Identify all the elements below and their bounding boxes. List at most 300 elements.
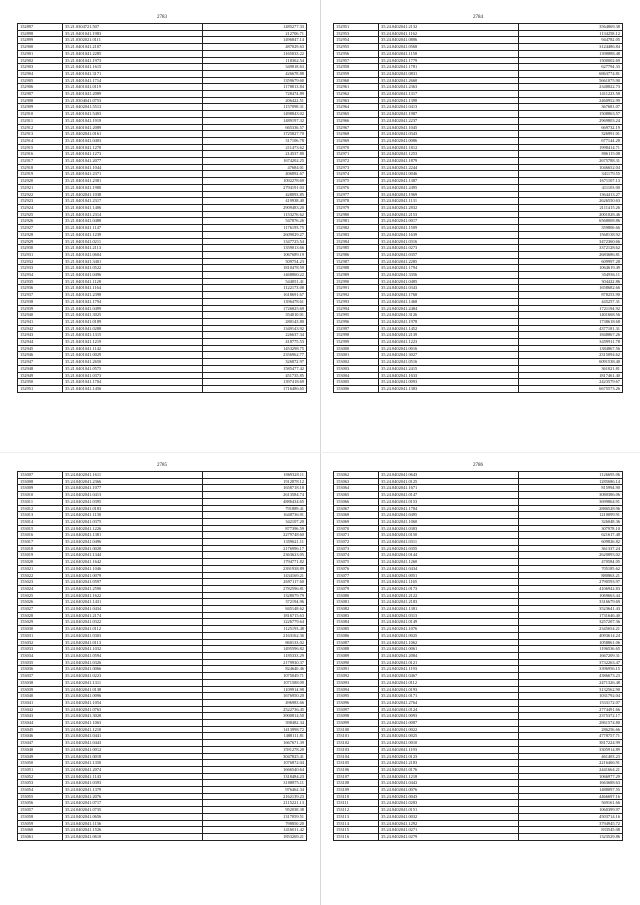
code-cell: 35.24.0402041.1223 (379, 339, 519, 346)
code-cell: 35.24.0402041.0568 (379, 44, 519, 51)
amount-cell: 326048.36 (519, 518, 623, 525)
table-row (334, 720, 623, 727)
code-cell: 35.24.0402041.1317 (379, 91, 519, 98)
table-row (334, 171, 623, 178)
amount-cell: 952038.38 (203, 807, 307, 814)
parcel-id-cell: 153113 (334, 813, 379, 820)
table-row (334, 787, 623, 794)
amount-cell: 487029.63 (203, 44, 307, 51)
table-row (334, 258, 623, 265)
parcel-id-cell: 152973 (334, 164, 379, 171)
amount-cell: 4778757.71 (519, 733, 623, 740)
parcel-id-cell: 153077 (334, 572, 379, 579)
code-cell: 35.24.0402041.0149 (379, 619, 519, 626)
amount-cell: 470584.05 (519, 559, 623, 566)
parcel-id-cell: 152932 (18, 258, 63, 265)
parcel-id-cell: 153049 (18, 753, 63, 760)
parcel-id-cell: 152958 (334, 64, 379, 71)
code-cell: 35.24.0402041.0395 (63, 498, 203, 505)
table-row (18, 780, 307, 787)
amount-cell: 2460952.99 (519, 97, 623, 104)
table-row (334, 231, 623, 238)
code-cell: 35.24.0402041.1768 (379, 292, 519, 299)
parcel-id-cell: 153072 (334, 539, 379, 546)
amount-cell: 2356962.77 (203, 352, 307, 359)
code-cell: 35.24.0402041.0123 (379, 753, 519, 760)
amount-cell: 1058861.06 (519, 639, 623, 646)
parcel-id-cell: 153104 (334, 753, 379, 760)
table-row (18, 686, 307, 693)
parcel-id-cell: 153042 (18, 706, 63, 713)
code-cell: 35.24.0402041.0012 (63, 746, 203, 753)
code-cell: 35.21.0401041.2314 (63, 211, 203, 218)
parcel-id-cell: 152934 (18, 272, 63, 279)
parcel-id-cell: 153078 (334, 579, 379, 586)
parcel-id-cell: 152984 (334, 238, 379, 245)
code-cell: 35.24.0402041.1260 (379, 559, 519, 566)
code-cell: 35.24.0402041.0413 (63, 492, 203, 499)
table-row (18, 800, 307, 807)
table-row (334, 292, 623, 299)
parcel-id-cell: 152953 (334, 30, 379, 37)
code-cell: 35.21.0401041.0029 (63, 352, 203, 359)
table-row (18, 231, 307, 238)
parcel-id-cell: 152909 (18, 104, 63, 111)
table-row (18, 713, 307, 720)
table-row (334, 559, 623, 566)
parcel-id-cell: 153087 (334, 639, 379, 646)
code-cell: 35.24.0402041.1193 (379, 746, 519, 753)
amount-cell: 2216466.91 (519, 760, 623, 767)
parcel-id-cell: 152901 (18, 50, 63, 57)
parcel-id-cell: 152943 (18, 332, 63, 339)
code-cell: 35.21.0401041.1142 (63, 345, 203, 352)
amount-cell: 1618691.67 (203, 292, 307, 299)
code-cell: 35.21.0401041.0488 (63, 218, 203, 225)
code-cell: 35.24.0402041.0316 (379, 238, 519, 245)
table-row (18, 492, 307, 499)
table-row (334, 532, 623, 539)
amount-cell: 1176193.75 (203, 225, 307, 232)
code-cell: 35.21.0401041.1219 (63, 339, 203, 346)
code-cell: 35.24.0402041.3356 (379, 272, 519, 279)
parcel-id-cell: 153033 (18, 646, 63, 653)
table-row (334, 251, 623, 258)
amount-cell: 398482.34 (203, 720, 307, 727)
parcel-id-cell: 153076 (334, 565, 379, 572)
table-row (18, 532, 307, 539)
code-cell: 35.24.0402041.2153 (379, 211, 519, 218)
parcel-id-cell: 152916 (18, 151, 63, 158)
page-number: 2786 (473, 463, 483, 468)
code-cell: 35.24.0402041.0610 (63, 833, 203, 840)
table-row (18, 706, 307, 713)
amount-cell: 1349143.92 (203, 325, 307, 332)
parcel-id-cell: 153004 (334, 372, 379, 379)
parcel-id-cell: 152949 (18, 372, 63, 379)
parcel-id-cell: 152933 (18, 265, 63, 272)
amount-cell: 2697117.60 (203, 579, 307, 586)
table-row (334, 178, 623, 185)
table-row (18, 773, 307, 780)
amount-cell: 1498843.02 (203, 111, 307, 118)
parcel-id-cell: 153064 (334, 485, 379, 492)
code-cell: 35.21.0401041.1794 (63, 298, 203, 305)
table-row (334, 278, 623, 285)
parcel-id-cell: 152941 (18, 318, 63, 325)
amount-cell: 1411223.58 (519, 91, 623, 98)
table-row (334, 472, 623, 479)
amount-cell: 3047825.41 (203, 753, 307, 760)
code-cell: 35.24.0402041.1292 (379, 820, 519, 827)
table-row (18, 565, 307, 572)
parcel-id-cell: 152915 (18, 144, 63, 151)
parcel-id-cell: 152990 (334, 278, 379, 285)
parcel-id-cell: 152946 (18, 352, 63, 359)
table-row (18, 37, 307, 44)
code-cell: 35.24.0402041.2244 (379, 164, 519, 171)
table-row (334, 385, 623, 392)
table-row (18, 171, 307, 178)
parcel-id-cell: 152974 (334, 171, 379, 178)
table-row (18, 592, 307, 599)
table-row (334, 345, 623, 352)
amount-cell: 3132562.90 (519, 686, 623, 693)
amount-cell: 1396478.61 (203, 298, 307, 305)
amount-cell: 1794771.82 (203, 559, 307, 566)
code-cell: 35.24.0402041.2183 (379, 760, 519, 767)
parcel-id-cell: 153038 (18, 679, 63, 686)
parcel-id-cell: 153101 (334, 733, 379, 740)
table-row (18, 184, 307, 191)
amount-cell: 4466697.16 (519, 793, 623, 800)
parcel-id-cell: 153082 (334, 606, 379, 613)
table-row (334, 565, 623, 572)
table-row (18, 352, 307, 359)
table-row (18, 813, 307, 820)
code-cell: 35.24.0402041.0355 (379, 545, 519, 552)
table-row (334, 485, 623, 492)
amount-cell: 824640.46 (203, 666, 307, 673)
code-cell: 35.24.0402041.0093 (379, 713, 519, 720)
table-row (18, 292, 307, 299)
table-row (334, 478, 623, 485)
code-cell: 35.24.0402041.0051 (379, 572, 519, 579)
parcel-id-cell: 153106 (334, 766, 379, 773)
amount-cell: 326872.97 (203, 359, 307, 366)
code-cell: 35.21.0402041.5513 (63, 104, 203, 111)
code-cell: 35.24.0402041.0656 (63, 813, 203, 820)
code-cell: 35.24.0402041.2285 (379, 258, 519, 265)
code-cell: 35.24.0402041.2122 (379, 592, 519, 599)
table-row (18, 97, 307, 104)
code-cell: 35.21.0402041.1038 (63, 191, 203, 198)
parcel-id-cell: 153008 (18, 478, 63, 485)
code-cell: 35.24.0402041.1131 (379, 198, 519, 205)
parcel-id-cell: 152947 (18, 359, 63, 366)
table-row (334, 97, 623, 104)
code-cell: 35.24.0402041.1452 (379, 325, 519, 332)
code-cell: 35.24.0402041.0138 (63, 686, 203, 693)
code-cell: 35.24.0402041.0112 (379, 679, 519, 686)
parcel-id-cell: 152961 (334, 84, 379, 91)
code-cell: 35.24.0402041.1779 (379, 57, 519, 64)
parcel-id-cell: 152976 (334, 184, 379, 191)
parcel-id-cell: 152919 (18, 171, 63, 178)
code-cell: 35.21.0401041.1980 (63, 184, 203, 191)
table-row (334, 91, 623, 98)
code-cell: 35.24.0402041.0831 (379, 70, 519, 77)
table-row (18, 478, 307, 485)
parcel-id-cell: 153057 (18, 807, 63, 814)
table-row (334, 780, 623, 787)
amount-cell: 1066977.29 (519, 773, 623, 780)
parcel-id-cell: 153081 (334, 599, 379, 606)
code-cell: 35.24.0402041.0343 (379, 131, 519, 138)
parcel-id-cell: 153015 (18, 525, 63, 532)
code-cell: 35.24.0402041.0495 (379, 512, 519, 519)
table-row (334, 639, 623, 646)
parcel-id-cell: 152998 (334, 332, 379, 339)
code-cell: 35.21.0401041.0373 (63, 372, 203, 379)
amount-cell: 1071588.09 (203, 679, 307, 686)
parcel-id-cell: 153054 (18, 787, 63, 794)
table-row (334, 64, 623, 71)
amount-cell: 2471326.48 (519, 679, 623, 686)
parcel-id-cell: 153032 (18, 639, 63, 646)
parcel-id-cell: 153099 (334, 720, 379, 727)
parcel-id-cell: 152977 (334, 191, 379, 198)
code-cell: 35.24.0402041.0093 (379, 379, 519, 386)
code-cell: 35.21.0401041.2089 (63, 91, 203, 98)
code-cell: 35.21.0401041.2089 (63, 124, 203, 131)
parcel-id-cell: 153055 (18, 793, 63, 800)
table-row (18, 646, 307, 653)
code-cell: 35.24.0402041.0806 (379, 37, 519, 44)
table-row (18, 559, 307, 566)
ledger-table (17, 23, 307, 393)
parcel-id-cell: 153079 (334, 585, 379, 592)
amount-cell: 1185333.29 (203, 652, 307, 659)
code-cell: 35.21.0401041.3171 (63, 70, 203, 77)
amount-cell: 976462.34 (203, 787, 307, 794)
amount-cell: 6863774.81 (519, 70, 623, 77)
code-cell: 35.21.0401041.1128 (63, 278, 203, 285)
table-row (18, 57, 307, 64)
code-cell: 35.21.0401041.0189 (63, 318, 203, 325)
parcel-id-cell: 152910 (18, 111, 63, 118)
amount-cell: 1210099.91 (519, 512, 623, 519)
table-row (18, 104, 307, 111)
table-row (18, 191, 307, 198)
code-cell: 35.21.0401041.1164 (63, 285, 203, 292)
amount-cell: 1064619.49 (519, 265, 623, 272)
ledger-table (333, 23, 623, 393)
table-row (334, 30, 623, 37)
amount-cell: 354010.01 (203, 312, 307, 319)
amount-cell: 3472360.66 (519, 238, 623, 245)
amount-cell: 354936.11 (519, 272, 623, 279)
amount-cell: 1397418.69 (203, 379, 307, 386)
table-row (18, 178, 307, 185)
parcel-id-cell: 152931 (18, 251, 63, 258)
code-cell: 35.24.0402041.1387 (379, 178, 519, 185)
amount-cell: 705185.62 (519, 565, 623, 572)
amount-cell: 1076872.04 (203, 760, 307, 767)
table-row (334, 359, 623, 366)
parcel-id-cell: 153028 (18, 612, 63, 619)
table-row (18, 211, 307, 218)
parcel-id-cell: 152999 (334, 339, 379, 346)
code-cell: 35.24.0402041.0597 (63, 579, 203, 586)
parcel-id-cell: 153047 (18, 740, 63, 747)
code-cell: 35.24.0402041.0735 (63, 807, 203, 814)
code-cell: 35.24.0402041.1143 (63, 773, 203, 780)
parcel-id-cell: 152945 (18, 345, 63, 352)
parcel-id-cell: 153000 (334, 345, 379, 352)
table-row (18, 673, 307, 680)
parcel-id-cell: 153018 (18, 545, 63, 552)
amount-cell: 1046652.04 (519, 164, 623, 171)
parcel-id-cell: 152980 (334, 211, 379, 218)
amount-cell: 211473.62 (203, 144, 307, 151)
amount-cell: 1165033.22 (203, 50, 307, 57)
amount-cell: 3794945.72 (519, 820, 623, 827)
table-row (334, 191, 623, 198)
parcel-id-cell: 153006 (334, 385, 379, 392)
parcel-id-cell: 153046 (18, 733, 63, 740)
code-cell: 35.21.0401041.0403 (63, 137, 203, 144)
parcel-id-cell: 152921 (18, 184, 63, 191)
amount-cell: 367681.07 (519, 104, 623, 111)
code-cell: 35.24.0402041.0061 (379, 646, 519, 653)
amount-cell: 815994.90 (519, 485, 623, 492)
amount-cell: 1317059.51 (203, 813, 307, 820)
code-cell: 35.24.0402041.0171 (379, 693, 519, 700)
code-cell: 35.21.0401041.1044 (63, 164, 203, 171)
table-row (334, 518, 623, 525)
parcel-id-cell: 152988 (334, 265, 379, 272)
code-cell: 35.24.0402041.0079 (63, 572, 203, 579)
code-cell: 35.24.0402041.0343 (379, 285, 519, 292)
amount-cell: 1667671.39 (203, 740, 307, 747)
code-cell: 35.24.0402041.2495 (379, 184, 519, 191)
table-row (334, 372, 623, 379)
table-row (334, 365, 623, 372)
table-row (18, 579, 307, 586)
code-cell: 35.24.0402041.0375 (63, 518, 203, 525)
parcel-id-cell: 153115 (334, 827, 379, 834)
code-cell: 35.21.0401041.2285 (63, 50, 203, 57)
table-row (334, 740, 623, 747)
table-row (18, 258, 307, 265)
parcel-id-cell: 152948 (18, 365, 63, 372)
table-row (334, 820, 623, 827)
table-row (334, 492, 623, 499)
table-row (334, 713, 623, 720)
table-row (18, 278, 307, 285)
amount-cell: 3124486.84 (519, 44, 623, 51)
amount-cell: 1676950.20 (203, 693, 307, 700)
parcel-id-cell: 153116 (334, 833, 379, 840)
table-row (18, 626, 307, 633)
parcel-id-cell: 153058 (18, 813, 63, 820)
parcel-id-cell: 152951 (18, 385, 63, 392)
parcel-id-cell: 153100 (334, 726, 379, 733)
code-cell: 35.24.0402041.0413 (379, 104, 519, 111)
parcel-id-cell: 153096 (334, 699, 379, 706)
amount-cell: 317106.78 (203, 137, 307, 144)
table-row (18, 379, 307, 386)
amount-cell: 1031792.04 (519, 693, 623, 700)
parcel-id-cell: 152964 (334, 104, 379, 111)
amount-cell: 2613584.74 (203, 492, 307, 499)
amount-cell: 1848867.26 (519, 332, 623, 339)
amount-cell: 3459911.78 (519, 339, 623, 346)
parcel-id-cell: 152991 (334, 285, 379, 292)
code-cell: 35.21.0401041.1147 (63, 225, 203, 232)
amount-cell: 3316679.69 (519, 599, 623, 606)
parcel-id-cell: 152966 (334, 117, 379, 124)
amount-cell: 1226779.64 (203, 619, 307, 626)
table-row (18, 124, 307, 131)
amount-cell: 1453298.75 (203, 345, 307, 352)
parcel-id-cell: 152917 (18, 158, 63, 165)
parcel-id-cell: 152911 (18, 117, 63, 124)
parcel-id-cell: 152938 (18, 298, 63, 305)
code-cell: 35.21.0401041.2317 (63, 198, 203, 205)
amount-cell: 2675788.31 (519, 158, 623, 165)
amount-cell: 1495596.82 (203, 646, 307, 653)
parcel-id-cell: 153052 (18, 773, 63, 780)
table-row (18, 746, 307, 753)
table-row (334, 70, 623, 77)
table-row (18, 198, 307, 205)
parcel-id-cell: 152951 (334, 24, 379, 31)
parcel-id-cell: 152913 (18, 131, 63, 138)
code-cell: 35.21.0401041.2107 (63, 44, 203, 51)
table-row (18, 585, 307, 592)
code-cell: 35.24.0402041.1379 (63, 787, 203, 794)
code-cell: 35.24.0402041.2590 (63, 585, 203, 592)
parcel-id-cell: 153071 (334, 532, 379, 539)
amount-cell: 878253.90 (519, 292, 623, 299)
code-cell: 35.24.0402041.1210 (63, 726, 203, 733)
table-row (18, 807, 307, 814)
amount-cell: 361337.24 (519, 545, 623, 552)
page-number: 2784 (473, 15, 483, 20)
parcel-id-cell: 152950 (18, 379, 63, 386)
amount-cell: 1496847.14 (203, 37, 307, 44)
code-cell: 35.21.0401041.1270 (63, 144, 203, 151)
code-cell: 35.24.0402041.0010 (379, 740, 519, 747)
code-cell: 35.24.0402041.1812 (379, 144, 519, 151)
code-cell: 35.24.0402041.1046 (63, 565, 203, 572)
amount-cell: 451735.85 (203, 372, 307, 379)
amount-cell: 880863.21 (519, 572, 623, 579)
code-cell: 35.24.0402041.2183 (379, 599, 519, 606)
amount-cell: 2315094.62 (519, 352, 623, 359)
parcel-id-cell: 152985 (334, 245, 379, 252)
table-row (18, 84, 307, 91)
amount-cell: 2774491.66 (519, 706, 623, 713)
table-row (334, 666, 623, 673)
code-cell: 35.24.0402041.0271 (379, 827, 519, 834)
code-cell: 35.24.0402041.0173 (379, 585, 519, 592)
code-cell: 35.24.0402041.0763 (63, 706, 203, 713)
table-row (18, 766, 307, 773)
code-cell: 35.24.0402041.1383 (379, 385, 519, 392)
